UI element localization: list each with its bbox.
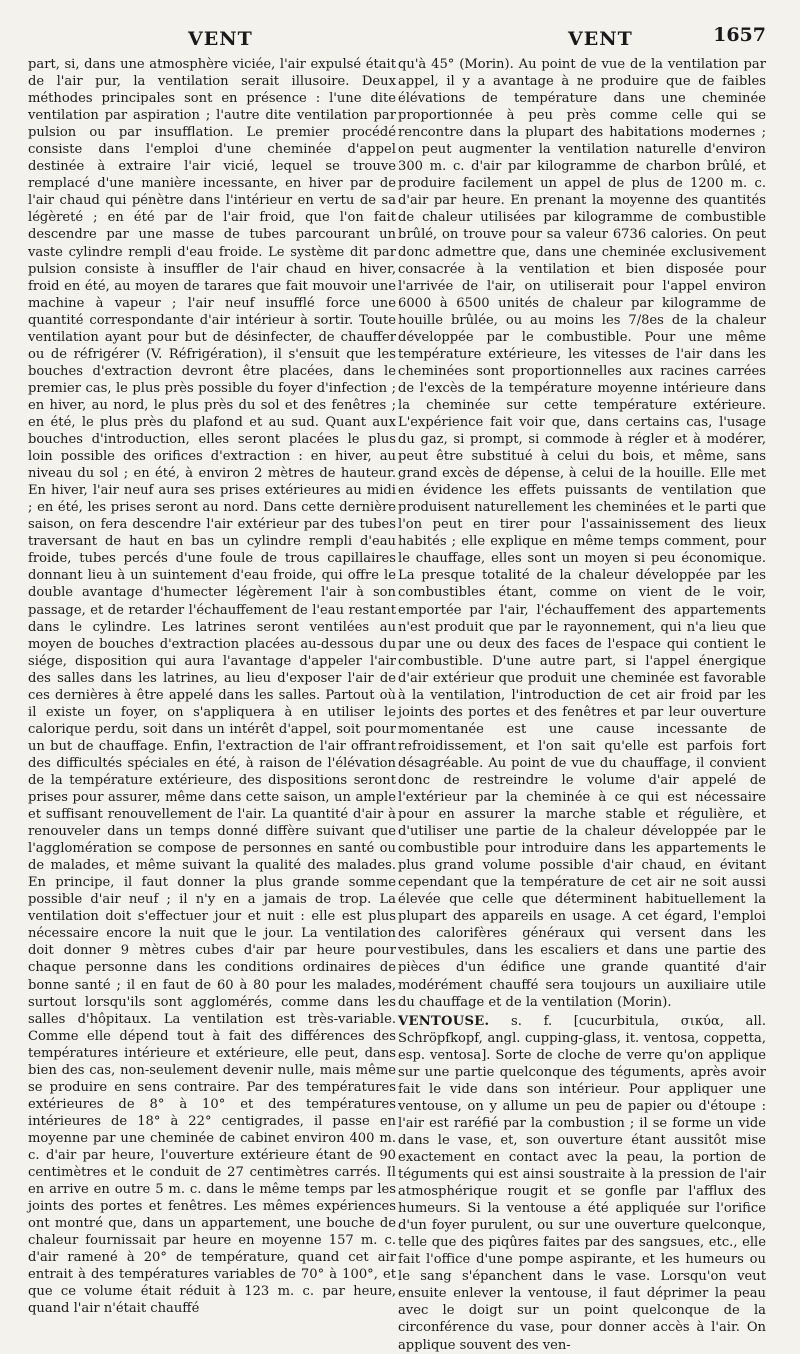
running-head-right: VENT (568, 28, 633, 50)
right-column (398, 56, 766, 1354)
entry-headword: VENTOUSE. (398, 1013, 490, 1029)
page-header (28, 24, 766, 54)
entry-text: s. f. [cucurbitula, σικύα, all. Schröpfkopf, angl. cupping-glass, it. ventosa, coppetta, esp. ventosa]. Sorte de cloche de verre qu'on applique sur une partie quelconque des téguments, après avoir fait le vide dans son intérieur. Pour appliquer une ventouse, on y allume un peu de papier ou d'étoupe : l'air est raréfié par la combustion ; il se forme un vide dans le vase, et, son ouverture étant aussitôt mise exactement en contact avec la peau, la portion de téguments qui est ainsi soustraite à la pression de l'air atmosphérique rougit et se gonfle par l'afflux des humeurs. Si la ventouse a été appliquée sur l'orifice d'un foyer purulent, ou sur une ouverture quelconque, telle que des piqûres faites par des sangsues, etc., elle fait l'office d'une pompe aspirante, et les humeurs ou le sang s'épanchent dans le vase. Lorsqu'on veut ensuite enlever la ventouse, il faut déprimer la peau avec le doigt sur un point quelconque de la circonférence du vase, pour donner accès à l'air. On applique souvent des ven- (398, 1013, 766, 1353)
running-head-left: VENT (188, 28, 253, 50)
left-column-text: part, si, dans une atmosphère viciée, l'air expulsé était de l'air pur, la ventilation serait illusoire. Deux méthodes principales sont en présence : l'une dite ventilation par aspiration ; l'autre dite ventilation par pulsion ou par insufflation. Le premier procédé consiste dans l'emploi d'une cheminée d'appel destinée à extraire l'air vicié, lequel se trouve remplacé d'une manière incessante, en hiver par de l'air chaud qui pénètre dans l'intérieur en vertu de sa légèreté ; en été par de l'air froid, que l'on fait descendre par une masse de tubes parcourant un vaste cylindre rempli d'eau froide. Le système dit par pulsion consiste à insuffler de l'air chaud en hiver, froid en été, au moyen de tarares que fait mouvoir une machine à vapeur ; l'air neuf insufflé force une quantité correspondante d'air intérieur à sortir. Toute ventilation ayant pour but de désinfecter, de chauffer ou de réfrigérer (V. Réfrigération), il s'ensuit que les bouches d'extraction devront être placées, dans le premier cas, le plus près possible du foyer d'infection ; en hiver, au nord, le plus près du sol et des fenêtres ; en été, le plus près du plafond et au sud. Quant aux bouches d'introduction, elles seront placées le plus loin possible des orifices d'extraction : en hiver, au niveau du sol ; en été, à environ 2 mètres de hauteur. En hiver, l'air neuf aura ses prises extérieures au midi ; en été, les prises seront au nord. Dans cette dernière saison, on fera descendre l'air extérieur par des tubes traversant de haut en bas un cylindre rempli d'eau froide, tubes percés d'une foule de trous capillaires donnant lieu à un suintement d'eau froide, qui offre le double avantage d'humecter légèrement l'air à son passage, et de retarder l'échauffement de l'eau restant dans le cylindre. Les latrines seront ventilées au moyen de bouches d'extraction placées au-dessous du siége, disposition qui aura l'avantage d'appeler l'air des salles dans les latrines, au lieu d'exposer l'air de ces dernières à être appelé dans les salles. Partout où il existe un foyer, on s'appliquera à en utiliser le calorique perdu, soit dans un intérêt d'appel, soit pour un but de chauffage. Enfin, l'extraction de l'air offrant des difficultés spéciales en été, à raison de l'élévation de la température extérieure, des dispositions seront prises pour assurer, même dans cette saison, un ample et suffisant renouvellement de l'air. La quantité d'air à renouveler dans un temps donné diffère suivant que l'agglomération se compose de personnes en santé ou de malades, et même suivant la qualité des malades. En principe, il faut donner la plus grande somme possible d'air neuf ; il n'y en a jamais de trop. La ventilation doit s'effectuer jour et nuit : elle est plus nécessaire encore la nuit que le jour. La ventilation doit donner 9 mètres cubes d'air par heure pour chaque personne dans les conditions ordinaires de bonne santé ; il en faut de 60 à 80 pour les malades, surtout lorsqu'ils sont agglomérés, comme dans les salles d'hôpitaux. La ventilation est très-variable. Comme elle dépend tout à fait des différences des températures intérieure et extérieure, elle peut, dans bien des cas, non-seulement devenir nulle, mais même se produire en sens contraire. Par des températures extérieures de 8° à 10° et des températures intérieures de 18° à 22° centigrades, il passe en moyenne par une cheminée de cabinet environ 400 m. c. d'air par heure, l'ouverture extérieure étant de 90 centimètres et le conduit de 27 centimètres carrés. Il en arrive en outre 5 m. c. dans le même temps par les joints des portes et fenêtres. Les mêmes expériences ont montré que, dans un appartement, une bouche de chaleur fournissait par heure en moyenne 157 m. c. d'air ramené à 20° de température, quand cet air entrait à des températures variables de 70° à 100°, et que ce volume était réduit à 123 m. c. par heure, quand l'air n'était chauffé (28, 57, 396, 1317)
page-number: 1657 (713, 24, 766, 46)
right-column-text: qu'à 45° (Morin). Au point de vue de la ventilation par appel, il y a avantage à ne produire que de faibles élévations de température dans une cheminée proportionnée à peu près comme celle qui se rencontre dans la plupart des habitations modernes ; on peut augmenter la ventilation naturelle d'environ 300 m. c. d'air par kilogramme de charbon brûlé, et produire facilement un appel de plus de 1200 m. c. d'air par heure. En prenant la moyenne des quantités de chaleur utilisées par kilogramme de combustible brûlé, on trouve pour sa valeur 6736 calories. On peut donc admettre que, dans une cheminée exclusivement consacrée à la ventilation et bien disposée pour l'arrivée de l'air, on utiliserait pour l'appel environ 6000 à 6500 unités de chaleur par kilogramme de houille brûlée, ou au moins les 7/8es de la chaleur développée par le combustible. Pour une même température extérieure, les vitesses de l'air dans les cheminées sont proportionnelles aux racines carrées de l'excès de la température moyenne intérieure dans la cheminée sur cette température extérieure. L'expérience fait voir que, dans certains cas, l'usage du gaz, si prompt, si commode à régler et à modérer, peut être substitué à celui du bois, et même, sans grand excès de dépense, à celui de la houille. Elle met en évidence les effets puissants de ventilation que produisent naturellement les cheminées et le parti que l'on peut en tirer pour l'assainissement des lieux habités ; elle explique en même temps comment, pour le chauffage, elles sont un moyen si peu économique. La presque totalité de la chaleur développée par les combustibles étant, comme on vient de le voir, emportée par l'air, l'échauffement des appartements n'est produit que par le rayonnement, qui n'a lieu que par une ou deux des faces de l'espace qui contient le combustible. D'une autre part, si l'appel énergique d'air extérieur que produit une cheminée est favorable à la ventilation, l'introduction de cet air froid par les joints des portes et des fenêtres et par leur ouverture momentanée est une cause incessante de refroidissement, et l'on sait qu'elle est parfois fort désagréable. Au point de vue du chauffage, il convient donc de restreindre le volume d'air appelé de l'extérieur par la cheminée à ce qui est nécessaire pour en assurer la marche stable et régulière, et d'utiliser une partie de la chaleur développée par le combustible pour introduire dans les appartements le plus grand volume possible d'air chaud, en évitant cependant que la température de cet air ne soit aussi élevée que celle que déterminent habituellement la plupart des appareils en usage. A cet égard, l'emploi des calorifères généraux qui versent dans les vestibules, dans les escaliers et dans une partie des pièces d'un édifice une grande quantité d'air modérément chauffé sera toujours un auxiliaire utile du chauffage et de la ventilation (Morin). (398, 57, 766, 1010)
left-column (28, 56, 396, 1354)
dictionary-entry (398, 1013, 766, 1354)
text-columns (28, 56, 766, 1354)
